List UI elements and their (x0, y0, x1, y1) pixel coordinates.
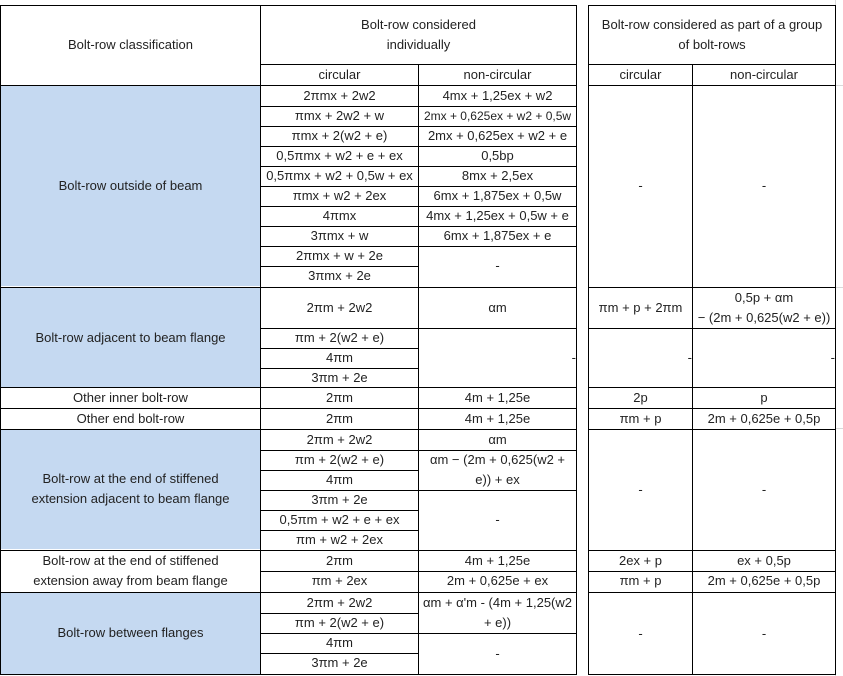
cell-group-non-circular[interactable] (693, 430, 835, 550)
cell-text: 4m + 1,25e (464, 411, 531, 426)
cell-text: 2mx + 0,625ex + w2 + e (427, 128, 568, 143)
cell-text: αm (488, 432, 507, 447)
cell-text: p (760, 390, 768, 405)
cell-text: 3πm + 2e (311, 492, 368, 507)
border-line (261, 613, 418, 614)
cell-group-circular[interactable] (589, 551, 692, 571)
cell-circular[interactable] (261, 166, 418, 186)
cell-text: 2ex + p (618, 553, 662, 568)
label-text: Bolt-row at the end of stiffened (42, 553, 219, 568)
border-line (419, 106, 576, 107)
border-line (261, 226, 418, 227)
border-line (261, 328, 418, 329)
header-text: Bolt-row considered (361, 17, 476, 32)
border-line (589, 328, 836, 329)
cell-text: 4mx + 1,25ex + 0,5w + e (426, 208, 569, 223)
border-line (261, 246, 418, 247)
cell-group-non-circular[interactable] (693, 409, 835, 429)
cell-text: 4πm (325, 472, 354, 487)
header-text: Bolt-row considered as part of a group (601, 17, 823, 32)
cell-circular[interactable] (261, 409, 418, 429)
border-line (835, 5, 836, 675)
cell-group-circular[interactable] (589, 593, 692, 674)
cell-text: 2m + 0,625e + ex (446, 573, 549, 588)
border-line (0, 5, 836, 6)
border-line (692, 64, 693, 675)
cell-circular[interactable] (261, 633, 418, 653)
cell-non-circular[interactable] (419, 246, 576, 286)
cell-text: πm + 2(w2 + e) (294, 615, 385, 630)
cell-circular[interactable] (261, 186, 418, 206)
cell-non-circular[interactable] (419, 409, 576, 429)
cell-non-circular[interactable] (419, 106, 576, 126)
cell-text: - (495, 258, 500, 273)
grid-row-line (835, 85, 843, 86)
cell-text: 0,5bp (481, 148, 514, 163)
cell-text: - (761, 482, 767, 497)
subheader-group-circular[interactable] (589, 65, 692, 85)
cell-text: 2mx + 0,625ex + w2 + 0,5w (423, 109, 572, 123)
cell-circular[interactable] (261, 530, 418, 550)
cell-text: αm (488, 300, 507, 315)
cell-text: πmx + 2w2 + w (294, 108, 385, 123)
cell-group-circular[interactable] (589, 430, 692, 550)
cell-group-circular[interactable] (589, 288, 692, 328)
border-line (261, 266, 418, 267)
cell-text: - (830, 349, 835, 365)
cell-non-circular[interactable] (419, 86, 576, 106)
cell-text: πm + p (619, 573, 662, 588)
cell-non-circular[interactable] (419, 450, 576, 490)
cell-text: 0,5p + αm (734, 290, 794, 305)
header-classification[interactable] (1, 6, 260, 84)
cell-text: 4πmx (322, 208, 357, 223)
cell-circular[interactable] (261, 246, 418, 266)
header-text: individually (386, 37, 451, 52)
cell-text: 4m + 1,25e (464, 390, 531, 405)
cell-non-circular[interactable] (419, 166, 576, 186)
cell-text: 0,5πmx + w2 + 0,5w + ex (266, 168, 413, 183)
cell-text: 2πmx + 2w2 (303, 88, 376, 103)
cell-circular[interactable] (261, 470, 418, 490)
border-line (419, 206, 576, 207)
cell-text: 6mx + 1,875ex + e (443, 228, 552, 243)
border-line (261, 368, 418, 369)
grid-row-line (835, 428, 843, 429)
label-other-end[interactable] (1, 409, 260, 429)
cell-text: πmx + 2(w2 + e) (291, 128, 388, 143)
header-text: circular (318, 67, 361, 82)
cell-circular[interactable] (261, 266, 418, 286)
cell-circular[interactable] (261, 593, 418, 613)
label-stiffened-away[interactable] (1, 551, 260, 591)
header-text: non-circular (730, 67, 798, 82)
label-text: extension adjacent to beam flange (31, 491, 230, 506)
border-line (261, 450, 418, 451)
cell-circular[interactable] (261, 430, 418, 450)
border-line (419, 166, 576, 167)
cell-text: - (761, 625, 767, 641)
cell-text: 2πm + 2w2 (306, 300, 373, 315)
border-line (261, 633, 418, 634)
cell-group-circular[interactable] (589, 571, 692, 591)
cell-text: πm + w2 + 2ex (295, 532, 383, 547)
cell-text: - (761, 178, 767, 193)
border-line (419, 328, 576, 329)
cell-text: πm + 2(w2 + e) (294, 330, 385, 345)
label-stiffened-adjacent[interactable] (1, 429, 260, 549)
border-line (419, 490, 576, 491)
cell-non-circular[interactable] (419, 388, 576, 408)
border-line (261, 106, 418, 107)
cell-non-circular[interactable] (419, 328, 576, 387)
cell-text: e)) + ex (475, 472, 520, 487)
border-line (261, 653, 418, 654)
border-line (261, 166, 418, 167)
label-other-inner[interactable] (1, 388, 260, 408)
cell-text: 3πmx + 2e (308, 268, 371, 283)
cell-circular[interactable] (261, 510, 418, 530)
cell-group-non-circular[interactable] (693, 288, 835, 328)
border-line (261, 206, 418, 207)
border-line (419, 633, 576, 634)
border-line (261, 490, 418, 491)
cell-text: 2m + 0,625e + 0,5p (707, 411, 821, 426)
border-line (419, 246, 576, 247)
label-text: Bolt-row outside of beam (58, 178, 203, 193)
cell-group-non-circular[interactable] (693, 571, 835, 591)
cell-group-non-circular[interactable] (693, 551, 835, 571)
cell-text: - (638, 482, 643, 497)
border-line (261, 530, 418, 531)
cell-text: 2πm + 2w2 (306, 432, 373, 447)
cell-circular[interactable] (261, 328, 418, 348)
cell-text: αm − (2m + 0,625(w2 + (429, 452, 566, 467)
label-between-flanges[interactable] (1, 592, 260, 674)
cell-group-circular[interactable] (589, 86, 692, 286)
cell-text: 8mx + 2,5ex (461, 168, 534, 183)
cell-non-circular[interactable] (419, 571, 576, 591)
border-line (588, 5, 589, 675)
cell-non-circular[interactable] (419, 186, 576, 206)
border-line (261, 348, 418, 349)
border-line (0, 5, 1, 675)
cell-text: πm + p + 2πm (598, 300, 683, 315)
cell-text: πm + 2(w2 + e) (294, 452, 385, 467)
cell-circular[interactable] (261, 551, 418, 571)
cell-text: 2πm + 2w2 (306, 595, 373, 610)
cell-non-circular[interactable] (419, 633, 576, 674)
cell-text: 2πm (325, 553, 354, 568)
header-text: Bolt-row classification (68, 37, 193, 52)
header-text: non-circular (463, 67, 532, 82)
cell-group-non-circular[interactable] (693, 593, 835, 674)
cell-non-circular[interactable] (419, 126, 576, 146)
cell-circular[interactable] (261, 348, 418, 368)
label-adjacent-to-flange[interactable] (1, 288, 260, 387)
cell-text: 4m + 1,25e (464, 553, 531, 568)
border-line (261, 126, 418, 127)
header-individual[interactable] (261, 6, 576, 64)
cell-group-circular[interactable] (589, 328, 692, 387)
cell-group-non-circular[interactable] (693, 86, 835, 286)
border-line (419, 126, 576, 127)
cell-circular[interactable] (261, 368, 418, 388)
header-group[interactable] (589, 6, 835, 64)
cell-group-non-circular[interactable] (693, 328, 835, 387)
cell-circular[interactable] (261, 288, 418, 328)
cell-text: ex + 0,5p (737, 553, 791, 568)
border-line (418, 64, 419, 675)
border-line (260, 5, 261, 675)
cell-non-circular[interactable] (419, 226, 576, 246)
label-text: Other inner bolt-row (73, 390, 188, 405)
cell-text: - (687, 349, 692, 365)
double-separator (577, 5, 588, 675)
border-line (261, 571, 836, 572)
subheader-non-circular[interactable] (419, 65, 576, 85)
cell-circular[interactable] (261, 206, 418, 226)
cell-circular[interactable] (261, 388, 418, 408)
cell-non-circular[interactable] (419, 288, 576, 328)
cell-text: 4πm (325, 635, 354, 650)
cell-text: 2m + 0,625e + 0,5p (707, 573, 821, 588)
cell-text: πm + 2ex (311, 573, 368, 588)
header-text: of bolt-rows (678, 37, 746, 52)
cell-text: - (571, 349, 576, 365)
label-text: Bolt-row at the end of stiffened (42, 471, 219, 486)
cell-text: 2πmx + w + 2e (295, 248, 383, 263)
cell-text: 6mx + 1,875ex + 0,5w (433, 188, 562, 203)
border-line (419, 450, 576, 451)
cell-group-circular[interactable] (589, 388, 692, 408)
cell-non-circular[interactable] (419, 146, 576, 166)
cell-text: - (638, 625, 643, 641)
cell-circular[interactable] (261, 613, 418, 633)
border-line (261, 186, 418, 187)
cell-circular[interactable] (261, 226, 418, 246)
cell-text: 3πmx + w (310, 228, 369, 243)
cell-circular[interactable] (261, 653, 418, 673)
cell-text: - (495, 645, 500, 661)
cell-text: 2πm (325, 411, 354, 426)
cell-circular[interactable] (261, 450, 418, 470)
header-text: circular (619, 67, 662, 82)
cell-non-circular[interactable] (419, 593, 576, 633)
border-line (261, 146, 418, 147)
cell-non-circular[interactable] (419, 490, 576, 550)
cell-text: + e)) (483, 615, 512, 630)
cell-text: πmx + w2 + 2ex (292, 188, 387, 203)
cell-text: πm + p (619, 411, 662, 426)
cell-text: 2πm (325, 390, 354, 405)
border-line (419, 226, 576, 227)
subheader-group-non-circular[interactable] (693, 65, 835, 85)
cell-non-circular[interactable] (419, 551, 576, 571)
cell-non-circular[interactable] (419, 206, 576, 226)
cell-text: 0,5πm + w2 + e + ex (279, 512, 400, 527)
cell-text: 2p (633, 390, 648, 405)
border-line (261, 64, 836, 65)
label-text: Other end bolt-row (76, 411, 185, 426)
cell-group-non-circular[interactable] (693, 388, 835, 408)
cell-text: - (495, 512, 500, 527)
label-text: Bolt-row adjacent to beam flange (35, 329, 226, 345)
cell-group-circular[interactable] (589, 409, 692, 429)
cell-text: 3πm + 2e (311, 370, 368, 385)
label-text: extension away from beam flange (33, 573, 228, 588)
cell-text: 4mx + 1,25ex + w2 (442, 88, 553, 103)
cell-circular[interactable] (261, 126, 418, 146)
cell-text: 3πm + 2e (311, 655, 368, 670)
subheader-circular[interactable] (261, 65, 418, 85)
cell-text: αm + α'm - (4m + 1,25(w2 (423, 595, 572, 610)
border-line (419, 146, 576, 147)
cell-circular[interactable] (261, 490, 418, 510)
border-line (419, 186, 576, 187)
cell-non-circular[interactable] (419, 430, 576, 450)
label-text: Bolt-row between flanges (57, 625, 204, 640)
cell-circular[interactable] (261, 86, 418, 106)
cell-text: - (638, 178, 643, 193)
cell-text: 0,5πmx + w2 + e + ex (276, 148, 403, 163)
cell-text: 4πm (325, 350, 354, 365)
cell-circular[interactable] (261, 146, 418, 166)
border-line (261, 510, 418, 511)
border-line (261, 470, 418, 471)
label-outside-of-beam[interactable] (1, 86, 260, 286)
cell-circular[interactable] (261, 106, 418, 126)
grid-row-line (835, 287, 843, 288)
cell-text: − (2m + 0,625(w2 + e)) (697, 310, 831, 325)
cell-circular[interactable] (261, 571, 418, 591)
